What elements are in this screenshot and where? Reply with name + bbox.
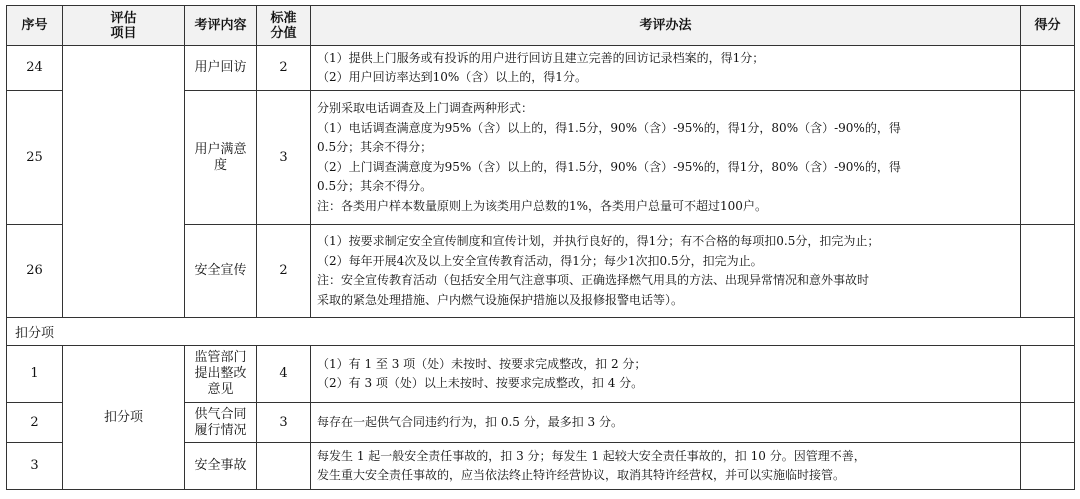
table-row <box>7 46 1075 91</box>
method-cell <box>311 346 1021 403</box>
method-line: 0.5分；其余不得分； <box>317 140 433 154</box>
score-cell[interactable] <box>1021 403 1075 443</box>
score-cell[interactable] <box>1021 346 1075 403</box>
score-cell[interactable] <box>1021 225 1075 318</box>
method-line: 注：各类用户样本数量原则上为该类用户总数的1%，各类用户总量可不超过100户。 <box>317 198 767 213</box>
method-cell <box>311 91 1021 225</box>
method-line: （1）提供上门服务或有投诉的用户进行回访且建立完善的回访记录档案的，得1分； <box>317 50 765 65</box>
header-value <box>257 6 311 46</box>
item-cell-empty <box>63 46 185 318</box>
method-cell <box>311 225 1021 318</box>
header-content: 考评内容 <box>185 6 257 46</box>
table-header-row <box>7 6 1075 46</box>
content-line: 监管部门 <box>194 350 247 365</box>
seq-cell: 1 <box>7 346 63 403</box>
header-item-line1: 评估 <box>110 10 137 26</box>
content-line: 用户满意 <box>194 141 247 157</box>
method-line: 注：安全宣传教育活动（包括安全用气注意事项、正确选择燃气用具的方法、出现异常情况和意外事故时 <box>317 273 870 287</box>
method-line: （2）上门调查满意度为95%（含）以上的，得1.5分，90%（含）-95%的，得1分，80%（含）-90%的，得 <box>317 159 901 174</box>
method-line: 采取的紧急处理措施、户内燃气设施保护措施以及报修报警电话等）。 <box>317 292 684 307</box>
content-cell: 安全事故 <box>185 443 257 490</box>
content-cell <box>185 91 257 225</box>
seq-cell: 3 <box>7 443 63 490</box>
header-method: 考评办法 <box>311 6 1021 46</box>
header-value-line1: 标准 <box>270 10 297 26</box>
method-line: （2）有 3 项（处）以上未按时、按要求完成整改，扣 4 分。 <box>317 376 644 390</box>
method-line: 0.5分；其余不得分。 <box>317 179 433 193</box>
score-cell[interactable] <box>1021 443 1075 490</box>
method-line: （1）有 1 至 3 项（处）未按时、按要求完成整改，扣 2 分； <box>317 356 647 371</box>
method-line: 每存在一起供气合同违约行为，扣 0.5 分，最多扣 3 分。 <box>317 414 623 429</box>
deduction-item-cell: 扣分项 <box>63 346 185 490</box>
method-line: 分别采取电话调查及上门调查两种形式： <box>317 101 534 115</box>
seq-cell: 25 <box>7 91 63 225</box>
content-cell: 安全宣传 <box>185 225 257 318</box>
method-cell <box>311 443 1021 490</box>
method-cell <box>311 403 1021 443</box>
content-line: 度 <box>213 157 227 173</box>
header-score: 得分 <box>1021 6 1075 46</box>
content-cell: 用户回访 <box>185 46 257 91</box>
section-label: 扣分项 <box>7 318 1075 346</box>
evaluation-table <box>6 5 1075 490</box>
table-row <box>7 346 1075 403</box>
score-cell[interactable] <box>1021 91 1075 225</box>
method-line: （2）每年开展4次及以上安全宣传教育活动，得1分；每少1次扣0.5分，扣完为止。 <box>317 253 763 268</box>
method-line: （2）用户回访率达到10%（含）以上的，得1分。 <box>317 70 587 84</box>
evaluation-table-sheet <box>6 5 1074 490</box>
content-line: 履行情况 <box>194 422 247 438</box>
value-cell <box>257 443 311 490</box>
method-cell <box>311 46 1021 91</box>
header-seq: 序号 <box>7 6 63 46</box>
section-row <box>7 318 1075 346</box>
method-line: 发生重大安全责任事故的，应当依法终止特许经营协议，取消其特许经营权，并可以实施临时接管。 <box>317 468 846 482</box>
content-cell <box>185 346 257 403</box>
method-line: （1）按要求制定安全宣传制度和宣传计划，并执行良好的，得1分；有不合格的每项扣0.5分，扣完为止； <box>317 234 880 248</box>
content-line: 供气合同 <box>194 406 247 422</box>
header-value-line2: 分值 <box>270 25 297 41</box>
value-cell: 2 <box>257 225 311 318</box>
content-line: 提出整改 <box>194 366 247 381</box>
value-cell: 3 <box>257 403 311 443</box>
method-line: 每发生 1 起一般安全责任事故的，扣 3 分；每发生 1 起较大安全责任事故的，扣 10 分。因管理不善， <box>317 448 866 463</box>
value-cell: 3 <box>257 91 311 225</box>
seq-cell: 24 <box>7 46 63 91</box>
seq-cell: 26 <box>7 225 63 318</box>
header-item-line2: 项目 <box>110 25 137 41</box>
value-cell: 4 <box>257 346 311 403</box>
seq-cell: 2 <box>7 403 63 443</box>
method-line: （1）电话调查满意度为95%（含）以上的，得1.5分，90%（含）-95%的，得1分，80%（含）-90%的，得 <box>317 120 901 135</box>
score-cell[interactable] <box>1021 46 1075 91</box>
content-line: 意见 <box>207 382 234 397</box>
content-cell <box>185 403 257 443</box>
header-item <box>63 6 185 46</box>
value-cell: 2 <box>257 46 311 91</box>
